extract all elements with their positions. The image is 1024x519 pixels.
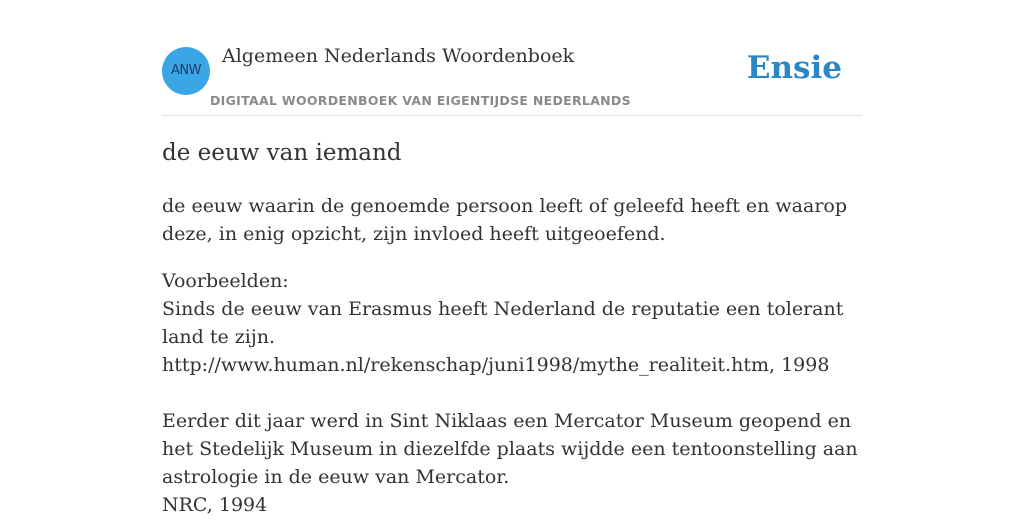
entry-term: de eeuw van iemand xyxy=(162,140,402,166)
entry-definition: de eeuw waarin de genoemde persoon leeft of geleefd heeft en waarop deze, in enig opzicht, zijn invloed heeft uitgeoefend. xyxy=(162,195,848,245)
site-title[interactable]: Algemeen Nederlands Woordenboek xyxy=(222,45,575,67)
examples-label: Voorbeelden: xyxy=(162,270,289,292)
page xyxy=(162,0,862,516)
example-source: http://www.human.nl/rekenschap/juni1998/mythe_realiteit.htm, 1998 xyxy=(162,354,830,376)
spacer xyxy=(162,379,872,407)
entry-content xyxy=(162,192,872,519)
anw-logo[interactable]: ANW xyxy=(162,47,210,95)
header xyxy=(162,0,862,116)
example-text: Eerder dit jaar werd in Sint Niklaas een Mercator Museum geopend en het Stedelijk Museum in diezelfde plaats wijdde een tentoonstelling aan astrologie in de eeuw van Mercator. xyxy=(162,410,858,488)
site-subtitle: DIGITAAL WOORDENBOEK VAN EIGENTIJDSE NEDERLANDS xyxy=(210,93,631,108)
example-source: NRC, 1994 xyxy=(162,494,268,516)
ensie-logo[interactable]: Ensie xyxy=(746,50,842,86)
example-text: Sinds de eeuw van Erasmus heeft Nederland de reputatie een tolerant land te zijn. xyxy=(162,298,844,348)
